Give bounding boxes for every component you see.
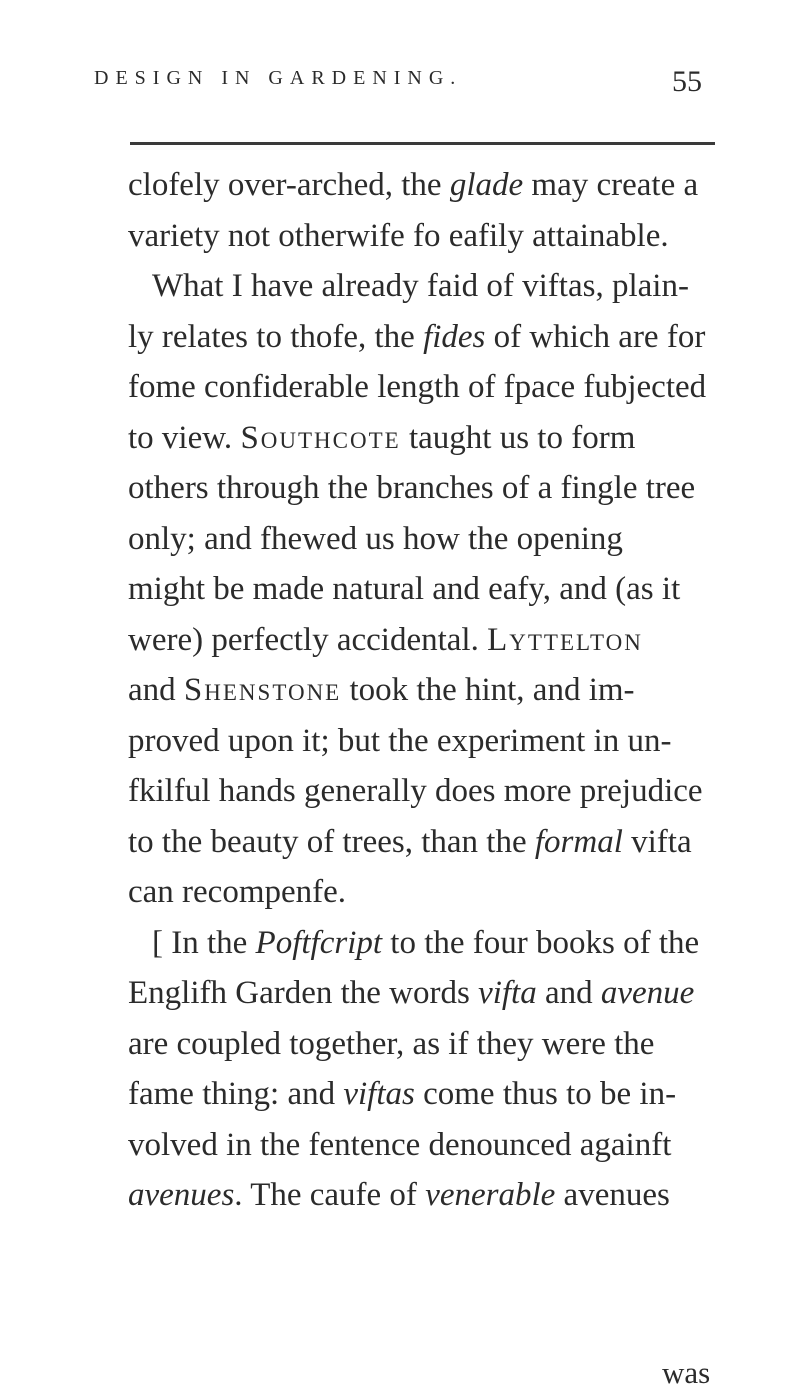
text-line: fame thing: and viftas come thus to be in- bbox=[128, 1076, 677, 1112]
text-line: might be made natural and eafy, and (as it bbox=[128, 571, 681, 607]
page-number: 55 bbox=[672, 65, 702, 98]
running-head: DESIGN IN GARDENING. bbox=[94, 67, 463, 89]
header-rule bbox=[130, 142, 715, 145]
text-line: only; and fhewed us how the opening bbox=[128, 520, 623, 557]
catchword: was bbox=[662, 1355, 711, 1390]
text-line: fome confiderable length of fpace fubjected bbox=[128, 369, 707, 405]
text-line: clofely over-arched, the glade may create a bbox=[128, 167, 699, 203]
text-line: avenues. The caufe of venerable avenues bbox=[128, 1177, 670, 1213]
text-line: to the beauty of trees, than the formal vifta bbox=[128, 823, 692, 860]
text-line: ly relates to thofe, the fides of which are for bbox=[128, 318, 706, 355]
text-line: are coupled together, as if they were the bbox=[128, 1025, 655, 1062]
text-line: volved in the fentence denounced againft bbox=[128, 1126, 672, 1163]
text-line: What I have already faid of viftas, plain- bbox=[152, 268, 689, 304]
text-line: and Shenstone took the hint, and im- bbox=[128, 672, 635, 708]
text-line: fkilful hands generally does more prejudice bbox=[128, 773, 703, 809]
text-line: Englifh Garden the words vifta and avenue bbox=[128, 975, 695, 1011]
page-header bbox=[0, 55, 800, 105]
text-line: were) perfectly accidental. Lyttelton bbox=[128, 621, 643, 658]
text-line: others through the branches of a fingle tree bbox=[128, 470, 696, 506]
text-line: [ In the Poftfcript to the four books of the bbox=[152, 924, 700, 961]
text-line: proved upon it; but the experiment in un- bbox=[128, 722, 672, 759]
text-line: variety not otherwife fo eafily attainable. bbox=[128, 217, 669, 254]
text-line: to view. Southcote taught us to form bbox=[128, 419, 636, 456]
text-line: can recompenfe. bbox=[128, 874, 347, 910]
body-text bbox=[128, 160, 728, 1221]
